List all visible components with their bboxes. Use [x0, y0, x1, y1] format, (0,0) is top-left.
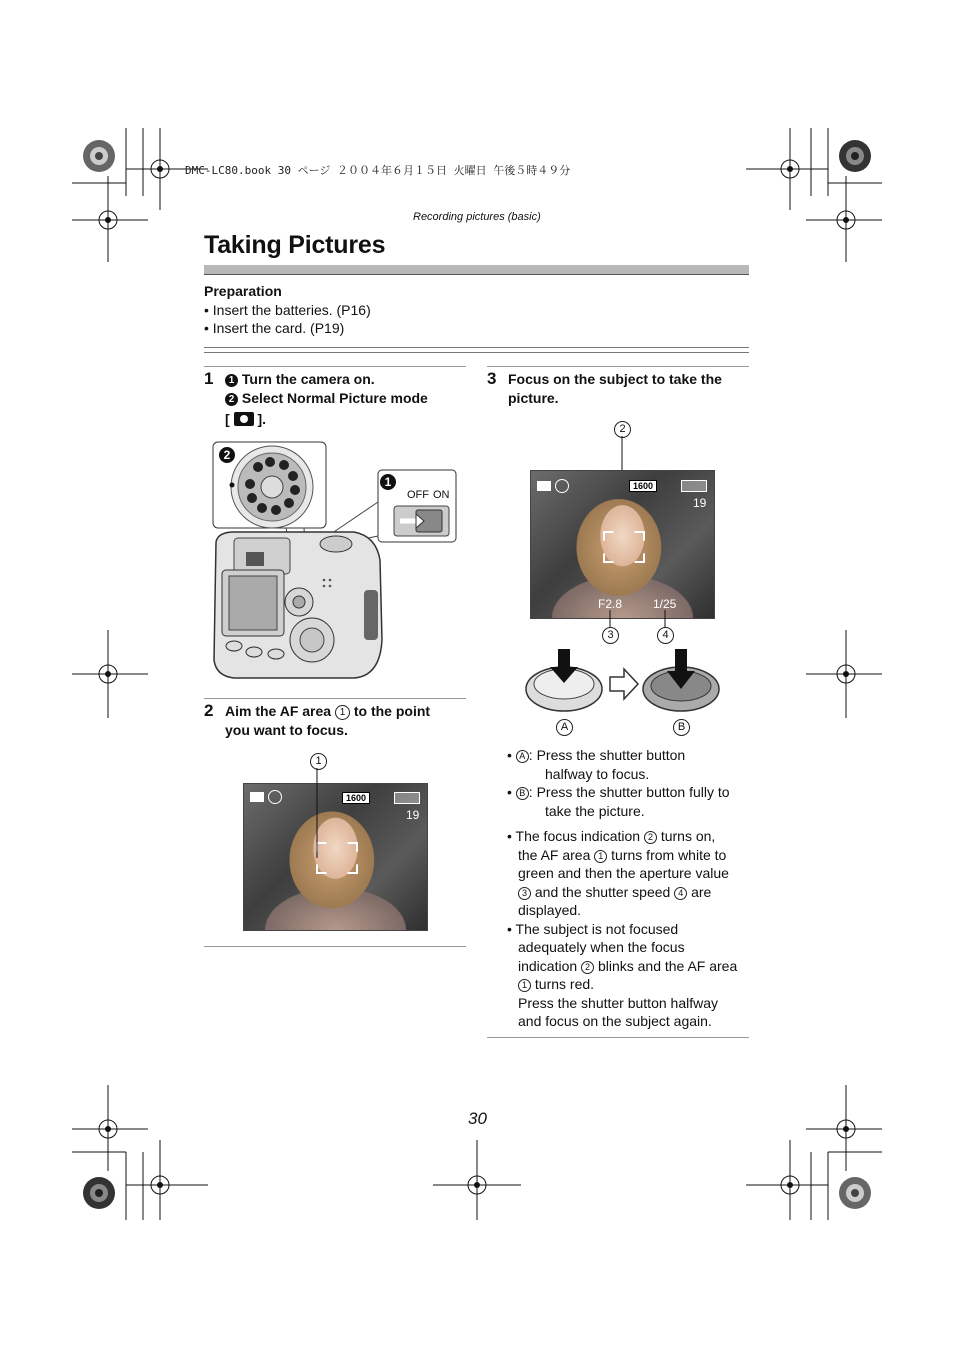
marker-1: 1 — [335, 705, 350, 720]
bracket-open: [ — [225, 411, 230, 427]
divider — [487, 366, 749, 367]
marker-1: 1 — [594, 850, 607, 863]
focus-notes — [507, 827, 752, 1031]
callout-1: 1 — [380, 474, 396, 490]
step1-line-b: Select Normal Picture mode — [241, 390, 428, 406]
divider — [204, 347, 749, 348]
text: • The subject is not focused — [507, 920, 679, 937]
section-header: Recording pictures (basic) — [413, 211, 541, 223]
bracket-close: ]. — [257, 411, 267, 427]
marker-1: 1 — [225, 374, 238, 387]
note-a-line2: halfway to focus. — [545, 765, 650, 782]
camera-mode-icon — [250, 792, 264, 802]
switch-off-label: OFF — [407, 489, 429, 501]
marker-3: 3 — [518, 887, 531, 900]
marker-2: 2 — [225, 393, 238, 406]
step2-text-a: Aim the AF area — [225, 703, 332, 719]
text: the AF area — [518, 846, 591, 863]
step3-text — [508, 370, 748, 408]
page-title: Taking Pictures — [204, 231, 386, 259]
note-b-line1: : Press the shutter button fully to — [528, 784, 730, 800]
af-area-bracket — [603, 531, 645, 563]
camera-mode-icon — [234, 412, 254, 426]
divider — [204, 366, 466, 367]
marker-1: 1 — [518, 979, 531, 992]
marker-2: 2 — [581, 961, 594, 974]
step2-text-b: to the point — [353, 703, 431, 719]
text: turns on, — [660, 828, 716, 844]
step-number: 2 — [204, 701, 214, 720]
text: green and then the aperture value — [518, 865, 729, 881]
step3-line-b: picture. — [508, 390, 559, 406]
shutter-press-illustration — [520, 647, 725, 717]
label-b: B — [673, 719, 690, 736]
title-bar — [204, 265, 749, 275]
camera-mode-icon — [537, 481, 551, 491]
note-b — [507, 783, 753, 820]
flash-off-icon — [555, 479, 569, 493]
marker-b: B — [516, 787, 529, 800]
af-area-bracket — [603, 531, 645, 563]
file-info-line: DMC-LC80.book 30 ページ ２００４年６月１５日 火曜日 午後５時４９分 — [185, 164, 571, 177]
preparation-item: • Insert the card. (P19) — [204, 320, 345, 336]
divider — [204, 946, 466, 947]
step1-text — [225, 370, 465, 429]
text: and focus on the subject again. — [518, 1013, 712, 1029]
callout-2: 2 — [219, 447, 235, 463]
step3-line-a: Focus on the subject to take the — [508, 371, 722, 387]
preparation-heading: Preparation — [204, 283, 282, 299]
divider — [204, 352, 749, 353]
text: turns red. — [534, 976, 595, 992]
battery-icon — [394, 792, 420, 804]
step2-text-c: you want to focus. — [225, 722, 348, 738]
text: and the shutter speed — [534, 883, 671, 900]
lcd-preview-focused — [530, 470, 715, 619]
iso-indicator: 1600 — [629, 480, 657, 492]
step2-text — [225, 702, 465, 740]
marker-4: 4 — [674, 887, 687, 900]
text: are — [691, 883, 712, 900]
shutter-speed: 1/25 — [653, 597, 677, 611]
step1-line-a: Turn the camera on. — [241, 371, 375, 387]
text: adequately when the focus — [518, 939, 685, 955]
iso-indicator: 1600 — [342, 792, 370, 804]
divider — [204, 698, 466, 699]
marker-a: A — [516, 750, 529, 763]
note-b-line2: take the picture. — [545, 802, 645, 819]
flash-off-icon — [268, 790, 282, 804]
bullet: • — [507, 747, 512, 763]
text: blinks and the AF area — [597, 957, 738, 974]
text: displayed. — [518, 902, 582, 918]
leader-line — [310, 768, 322, 858]
page-number: 30 — [468, 1109, 487, 1128]
callout-focus-indication: 2 — [614, 421, 631, 438]
text: turns from white to — [611, 846, 727, 863]
step-number: 1 — [204, 369, 214, 388]
divider — [487, 1037, 749, 1038]
note-a-line1: : Press the shutter button — [528, 747, 686, 763]
shots-remaining: 19 — [406, 808, 420, 822]
camera-illustration — [204, 440, 466, 685]
switch-on-label: ON — [433, 489, 450, 501]
bullet: • — [507, 784, 512, 800]
text: Press the shutter button halfway — [518, 994, 718, 1011]
note-a — [507, 746, 749, 783]
text: • The focus indication — [507, 828, 641, 844]
battery-icon — [681, 480, 707, 492]
callout-shutter-speed: 4 — [657, 627, 674, 644]
marker-2: 2 — [644, 831, 657, 844]
preparation-item: • Insert the batteries. (P16) — [204, 302, 371, 318]
lcd-preview — [243, 783, 428, 931]
af-area-bracket — [316, 842, 358, 874]
label-a: A — [556, 719, 573, 736]
callout-af-area: 1 — [310, 753, 327, 770]
af-area-bracket — [316, 842, 358, 874]
aperture-value: F2.8 — [598, 597, 623, 611]
callout-aperture: 3 — [602, 627, 619, 644]
shots-remaining: 19 — [693, 496, 707, 510]
text: indication — [518, 957, 578, 974]
step-number: 3 — [487, 369, 497, 388]
